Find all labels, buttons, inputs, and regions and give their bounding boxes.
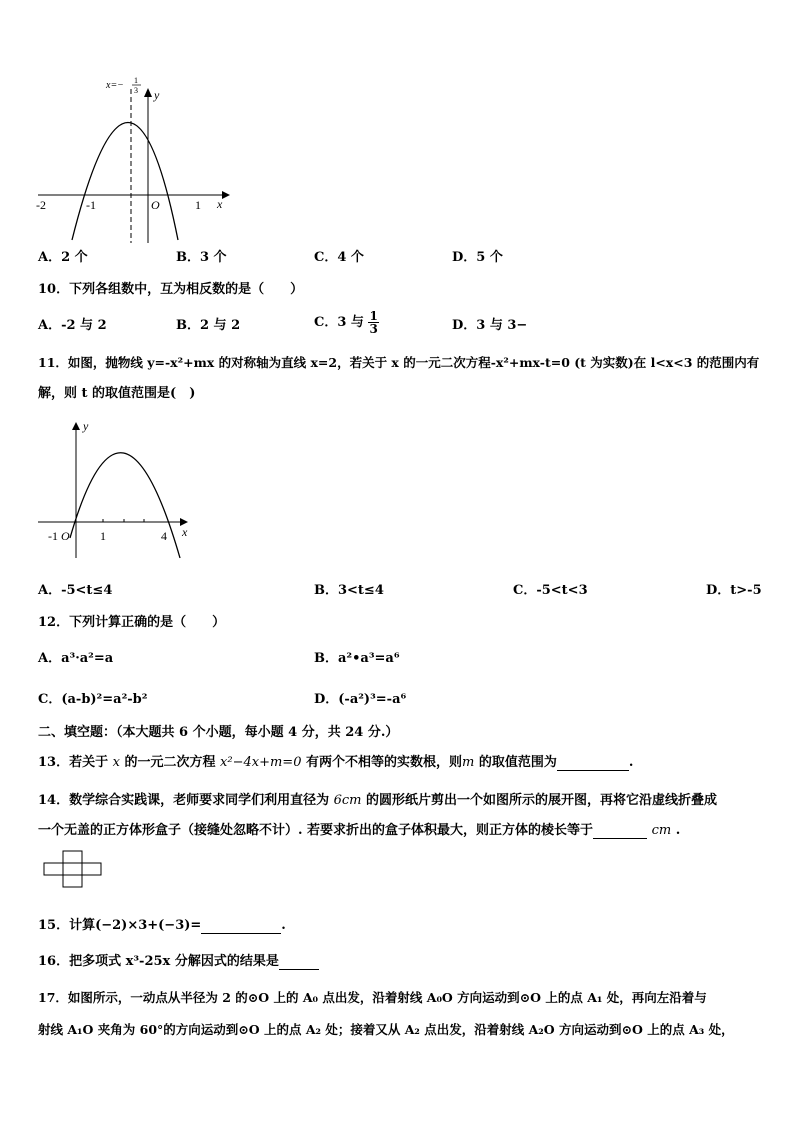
q11-option-a: A．-5<t≤4	[38, 583, 113, 598]
net-square-center	[63, 863, 82, 875]
q15-end: .	[281, 918, 286, 933]
q14-end: .	[675, 823, 681, 838]
q14-line1-post: 的圆形纸片剪出一个如图所示的展开图，再将它沿虚线折叠成	[366, 793, 718, 808]
q16-answer-blank[interactable]	[279, 956, 319, 970]
q14-line2-text: 一个无盖的正方体形盒子（接缝处忽略不计）. 若要求折出的盒子体积最大，则正方体的棱长等于	[38, 823, 594, 838]
q15-answer-blank[interactable]	[201, 920, 281, 934]
y-axis-label: y	[154, 88, 160, 102]
parabola-graph-2	[34, 418, 204, 568]
y-axis-arrow	[72, 422, 80, 430]
q15-text: 15．计算(−2)×3+(−3)=	[38, 918, 202, 933]
q9-option-a: A．2 个	[38, 250, 88, 265]
q10-option-c	[314, 310, 379, 335]
parabola-graph-1	[30, 75, 250, 245]
q14-unit: cm	[651, 823, 672, 838]
cube-net-figure	[43, 850, 103, 890]
q12-option-d: D．(-a²)³=-a⁶	[314, 692, 407, 707]
q13-mid1: 的一元二次方程	[124, 755, 216, 770]
axis-frac-num: 1	[134, 76, 138, 85]
q11-option-b: B．3<t≤4	[314, 583, 384, 598]
q12-stem: 12．下列计算正确的是（ ）	[38, 615, 226, 630]
tick-label-neg2: -2	[36, 198, 46, 212]
q11-line-1: 11．如图，抛物线 y=-x²+mx 的对称轴为直线 x=2，若关于 x 的一元二次方程-x²+mx-t=0 (t 为实数)在 l<x<3 的范围内有	[38, 355, 760, 370]
q14-line-1	[38, 793, 717, 809]
q13-var-m: m	[462, 755, 475, 770]
q16-line	[38, 954, 319, 970]
q10-option-a: A．-2 与 2	[38, 318, 107, 333]
q10-option-c-text: C．3 与	[314, 315, 364, 330]
origin-label: O	[151, 198, 160, 212]
q13-mid2: 有两个不相等的实数根，则	[306, 755, 463, 770]
tick-label-4: 4	[161, 529, 167, 543]
q13-end: .	[628, 755, 634, 770]
q17-line-2: 射线 A₁O 夹角为 60°的方向运动到⊙O 上的点 A₂ 处；接着又从 A₂ 点出发，沿着射线 A₂O 方向运动到⊙O 上的点 A₃ 处，	[38, 1022, 734, 1037]
q14-line1-pre: 14．数学综合实践课，老师要求同学们利用直径为	[38, 793, 330, 808]
q14-diameter: 6cm	[333, 793, 362, 808]
origin-label: O	[61, 529, 70, 543]
q10-option-c-fraction	[368, 310, 378, 335]
q10-option-b: B．2 与 2	[176, 318, 241, 333]
q15-line	[38, 918, 286, 934]
x-axis-arrow	[222, 191, 230, 199]
tick-label-1: 1	[100, 529, 106, 543]
q9-option-d: D．5 个	[452, 250, 503, 265]
q10-frac-den: 3	[369, 322, 378, 336]
tick-label-neg1: -1	[48, 529, 58, 543]
q14-line-2	[38, 823, 680, 839]
q12-option-c: C．(a-b)²=a²-b²	[38, 692, 148, 707]
q11-line-2: 解，则 t 的取值范围是( )	[38, 386, 196, 401]
q12-option-a: A．a³·a²=a	[38, 651, 114, 666]
q14-answer-blank[interactable]	[593, 825, 647, 839]
x-axis-label: x	[182, 525, 188, 539]
q9-option-b: B．3 个	[176, 250, 227, 265]
q17-line-1: 17．如图所示，一动点从半径为 2 的⊙O 上的 A₀ 点出发，沿着射线 A₀O 方向运动到⊙O 上的点 A₁ 处，再向左沿着与	[38, 990, 707, 1005]
q16-text: 16．把多项式 x³-25x 分解因式的结果是	[38, 954, 279, 969]
net-square-left	[44, 863, 63, 875]
net-square-right	[82, 863, 101, 875]
q9-option-c: C．4 个	[314, 250, 364, 265]
tick-label-1: 1	[195, 198, 201, 212]
q13-equation: x²−4x+m=0	[220, 755, 302, 770]
q13-line	[38, 755, 633, 771]
q10-stem: 10．下列各组数中，互为相反数的是（ ）	[38, 282, 304, 297]
q12-option-b: B．a²•a³=a⁶	[314, 651, 400, 666]
q13-answer-blank[interactable]	[557, 757, 629, 771]
tick-label-neg1: -1	[86, 198, 96, 212]
q13-post: 的取值范围为	[478, 755, 557, 770]
x-axis-label: x	[217, 197, 223, 211]
q10-frac-num: 1	[369, 309, 378, 323]
y-axis-label: y	[83, 419, 89, 433]
section-2-heading: 二、填空题：（本大题共 6 个小题，每小题 4 分，共 24 分.）	[38, 725, 399, 740]
axis-line-label: x=−	[106, 80, 124, 91]
q11-option-c: C．-5<t<3	[513, 583, 588, 598]
q13-var-x: x	[112, 755, 120, 770]
parabola-curve	[72, 123, 178, 241]
axis-frac-den: 3	[134, 86, 138, 95]
net-square-bottom	[63, 875, 82, 887]
y-axis-arrow	[144, 88, 152, 97]
net-square-top	[63, 851, 82, 863]
q13-pre: 13．若关于	[38, 755, 109, 770]
q10-option-d: D．3 与 3−	[452, 318, 528, 333]
q11-option-d: D．t>-5	[706, 583, 762, 598]
